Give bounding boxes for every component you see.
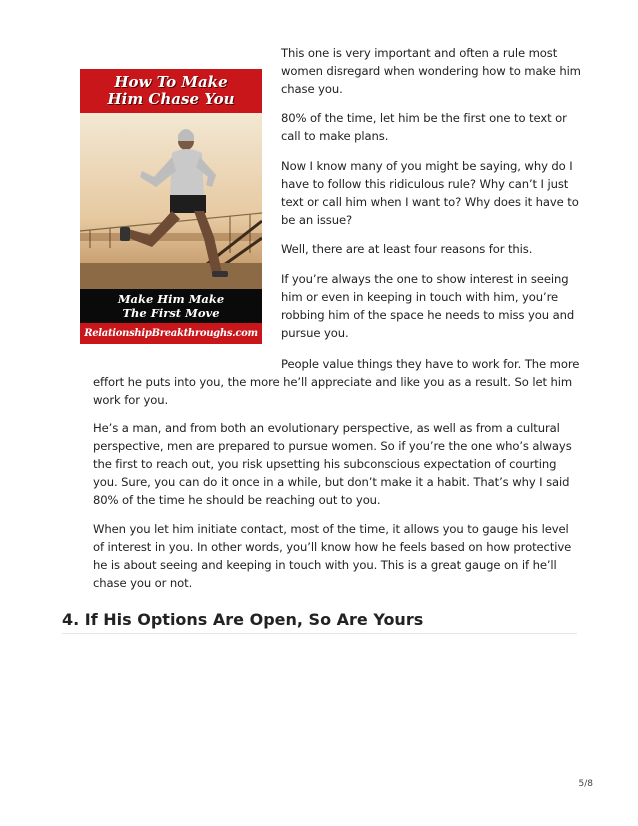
paragraph-evolutionary: He’s a man, and from both an evolutionary perspective, as well as from a cultural perspective, men are prepared to pursue women. So if you’re the one who’s always the first to reach out, you risk upsetting his subconscious expectation of courting you. Sure, you can do it once in a while, but don’t make it a habit. That’s why I said 80% of the time he should be reaching out to you. xyxy=(93,421,572,507)
heading-divider xyxy=(62,633,577,634)
cover-title-banner xyxy=(80,69,262,113)
section-heading: 4. If His Options Are Open, So Are Yours xyxy=(62,610,424,629)
book-cover-image xyxy=(80,69,262,344)
paragraph-objection: Now I know many of you might be saying, why do I have to follow this ridiculous rule? Why can’t I just text or call him when I want to? Why does it have to be an issue? xyxy=(281,159,579,227)
paragraph-eighty-percent: 80% of the time, let him be the first one to text or call to make plans. xyxy=(281,111,567,143)
cover-subtitle-line-1: Make Him Make xyxy=(117,292,225,306)
paragraph-initiate-contact: When you let him initiate contact, most of the time, it allows you to gauge his level of interest in you. In other words, you’ll know how he feels based on how protective he is about seeing and keeping in touch with you. This is a great gauge on if he’ll chase you or not. xyxy=(93,522,572,590)
cover-subtitle-banner xyxy=(80,289,262,344)
cover-title-line-2: Him Chase You xyxy=(107,90,235,108)
cover-subtitle-line-2: The First Move xyxy=(122,306,220,320)
paragraph-four-reasons: Well, there are at least four reasons for this. xyxy=(281,242,533,256)
paragraph-show-interest: If you’re always the one to show interest in seeing him or even in keeping in touch with him, you’re robbing him of the space he needs to miss you and pursue you. xyxy=(281,272,575,340)
page-number: 5/8 xyxy=(578,779,593,789)
cover-website: RelationshipBreakthroughs.com xyxy=(80,323,262,344)
cover-photo-runner xyxy=(80,113,262,289)
cover-title-line-1: How To Make xyxy=(114,73,228,91)
paragraph-value-effort xyxy=(93,355,583,409)
paragraph-value-effort-text: People value things they have to work for. The more effort he puts into you, the more he’ll appreciate and like you as a result. So let him work for you. xyxy=(93,357,580,407)
paragraph-rule-intro: This one is very important and often a rule most women disregard when wondering how to make him chase you. xyxy=(281,46,581,96)
cover-subtitle xyxy=(80,292,262,320)
